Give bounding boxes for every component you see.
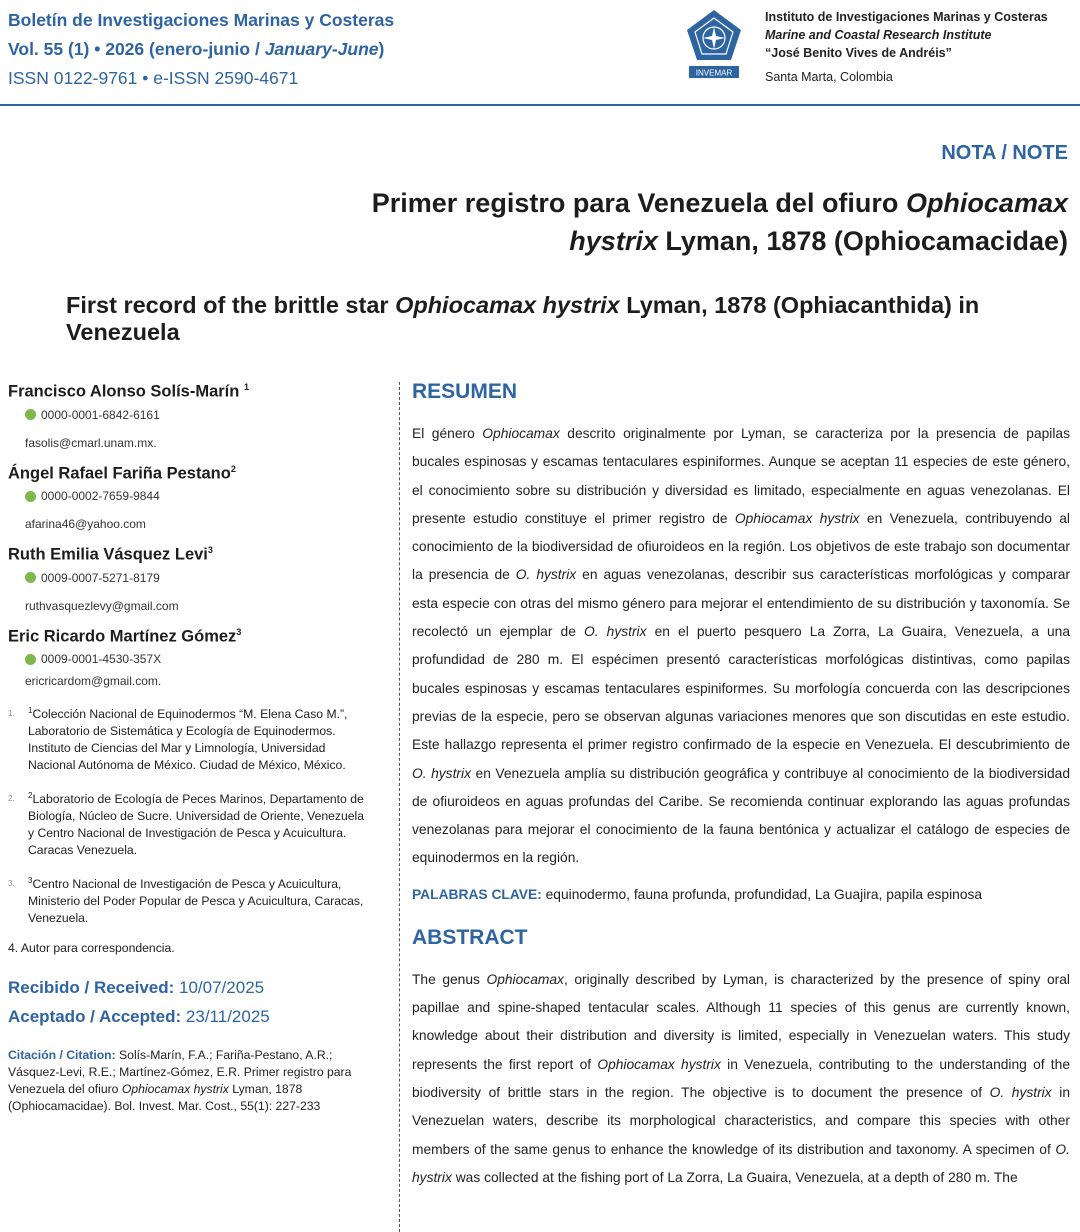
svg-text:INVEMAR: INVEMAR [695,68,733,78]
journal-header [8,6,394,93]
affiliation-item: 2. $^2$Laboratorio de Ecología de Peces Marinos, Departamento de Biología, Núcleo de Sucre. Universidad de Oriente, Venezuela y Centro Nacional de Investigación de Pesca y Acuicultura. Caracas Venezuela. [8,791,365,858]
author-email[interactable]: fasolis@cmarl.unam.mx. [25,435,157,450]
author-name: Ángel Rafael Fariña Pestano$^2$ [8,463,236,482]
title-english: First record of the brittle star Ophiocamax hystrix Lyman, 1878 (Ophiacanthida) in Venezuela [66,292,980,345]
author-entry [8,464,373,532]
abstract-text: The genus Ophiocamax, originally described by Lyman, is characterized by the presence of spiny oral papillae and spine-shaped tentacular scales. Although 11 species of this genus are currently known, knowledge about their distribution and diversity is limited, especially in Venezuelan waters. This study represents the first report of Ophiocamax hystrix in Venezuela, contributing to the understanding of the biodiversity of brittle stars in the region. The objective is to document the presence of O. hystrix in Venezuelan waters, describe its morphological characteristics, and compare this species with other members of the same genus to enhance the knowledge of its distribution and taxonomy. A specimen of O. hystrix was collected at the fishing port of La Zorra, La Guaira, Venezuela, at a depth of 280 m. The [412,971,1070,1185]
invemar-logo [683,8,745,80]
author-column [8,382,373,1115]
journal-issn: ISSN 0122-9761 • e-ISSN 2590-4671 [8,68,299,88]
header-divider [0,104,1080,106]
affiliations [8,702,373,957]
received-date: Recibido / Received: 10/07/2025 [8,978,265,998]
orcid-icon [25,654,36,665]
orcid-link[interactable]: 0000-0002-7659-9844 [25,489,373,503]
author-name: Eric Ricardo Martínez Gómez$^3$ [8,626,242,645]
orcid-link[interactable]: 0009-0001-4530-357X [25,652,373,666]
orcid-link[interactable]: 0000-0001-6842-6161 [25,408,373,422]
corresponding-note: 4. Autor para correspondencia. [8,941,175,956]
author-entry [8,545,373,613]
affiliation-item: 1. $^1$Colección Nacional de Equinodermos “M. Elena Caso M.”, Laboratorio de Sistemática y Ecología de Equinodermos. Instituto de Ciencias del Mar y Limnología, Universidad Nacional Autónoma de México. Ciudad de México, México. [8,706,348,773]
resumen-heading: RESUMEN [412,380,518,403]
journal-name: Boletín de Investigaciones Marinas y Costeras [8,10,395,30]
accepted-date: Aceptado / Accepted: 23/11/2025 [8,1007,270,1027]
orcid-icon [25,572,36,583]
column-divider [399,382,400,1232]
star-emblem-icon [683,8,745,80]
orcid-link[interactable]: 0009-0007-5271-8179 [25,571,373,585]
abstract-heading: ABSTRACT [412,925,528,949]
institute-city: Santa Marta, Colombia [765,70,893,84]
institute-name-en: Marine and Coastal Research Institute [765,28,992,42]
author-email[interactable]: afarina46@yahoo.com [25,517,146,531]
author-entry [8,382,373,450]
author-email[interactable]: ruthvasquezlevy@gmail.com [25,598,179,613]
affiliation-item: 3. $^3$Centro Nacional de Investigación de Pesca y Acuicultura, Ministerio del Poder Popular de Pesca y Acuicultura, Caracas, Venezuela. [8,876,364,926]
author-name: Ruth Emilia Vásquez Levi$^3$ [8,545,213,564]
keywords: PALABRAS CLAVE: equinodermo, fauna profunda, profundidad, La Guajira, papila espinosa [412,886,983,902]
abstract-column [412,380,1070,1192]
institute-name-es: Instituto de Investigaciones Marinas y Costeras [765,10,1048,24]
dates-block [8,973,373,1031]
author-name: Francisco Alonso Solís-Marín $^1$ [8,382,249,401]
author-email[interactable]: ericricardom@gmail.com. [25,674,162,688]
author-entry [8,627,373,689]
orcid-icon [25,409,36,420]
article-type-label: NOTA / NOTE [941,142,1068,164]
resumen-text: El género Ophiocamax descrito originalmente por Lyman, se caracteriza por la presencia de papilas bucales espinosas y escamas tentaculares espiniformes. Aunque se aceptan 11 especies de este género, el conocimiento sobre su distribución y diversidad es limitado, especialmente en aguas venezolanas. El presente estudio constituye el primer registro de Ophiocamax hystrix en Venezuela, contribuyendo al conocimiento de la biodiversidad de ofiuroideos en la región. Los objetivos de este trabajo son documentar la presencia de O. hystrix en aguas venezolanas, describir sus características morfológicas y comparar esta especie con otras del mismo género para mejorar el entendimiento de su distribución y taxonomía. Se recolectó un ejemplar de O. hystrix en el puerto pesquero La Zorra, La Guaira, Venezuela, a una profundidad de 280 m. El espécimen presentó características morfológicas distintivas, como papilas bucales espinosas y escamas tentaculares espiniformes. Su morfología concuerda con las descripciones previas de la especie, pero se observan algunas variaciones menores que son discutidas en este estudio. Este hallazgo representa el primer registro confirmado de la especie en Venezuela. El descubrimiento de O. hystrix en Venezuela amplía su distribución geográfica y contribuye al conocimiento de la biodiversidad de ofiuroideos en aguas profundas del Caribe. Se recomienda continuar explorando las aguas profundas venezolanas para mejorar el conocimiento de la fauna bentónica y actualizar el catálogo de especies de equinodermos en la región. [412,426,1071,866]
orcid-icon [25,491,36,502]
title-spanish: Primer registro para Venezuela del ofiuro Ophiocamax hystrix Lyman, 1878 (Ophiocamacidae) [371,188,1068,256]
journal-volume: Vol. 55 (1) • 2026 (enero-junio / January-June) [8,39,385,59]
citation: Citación / Citation: Solís-Marín, F.A.; Fariña-Pestano, A.R.; Vásquez-Levi, R.E.; Martínez-Gómez, E.R. Primer registro para Venezuela del ofiuro Ophiocamax hystrix Lyman, 1878 (Ophiocamacidae). Bol. Invest. Mar. Cost., 55(1): 227-233 [8,1048,352,1114]
institute-block [765,8,1048,86]
institute-dedication: “José Benito Vives de Andréis” [765,46,952,60]
